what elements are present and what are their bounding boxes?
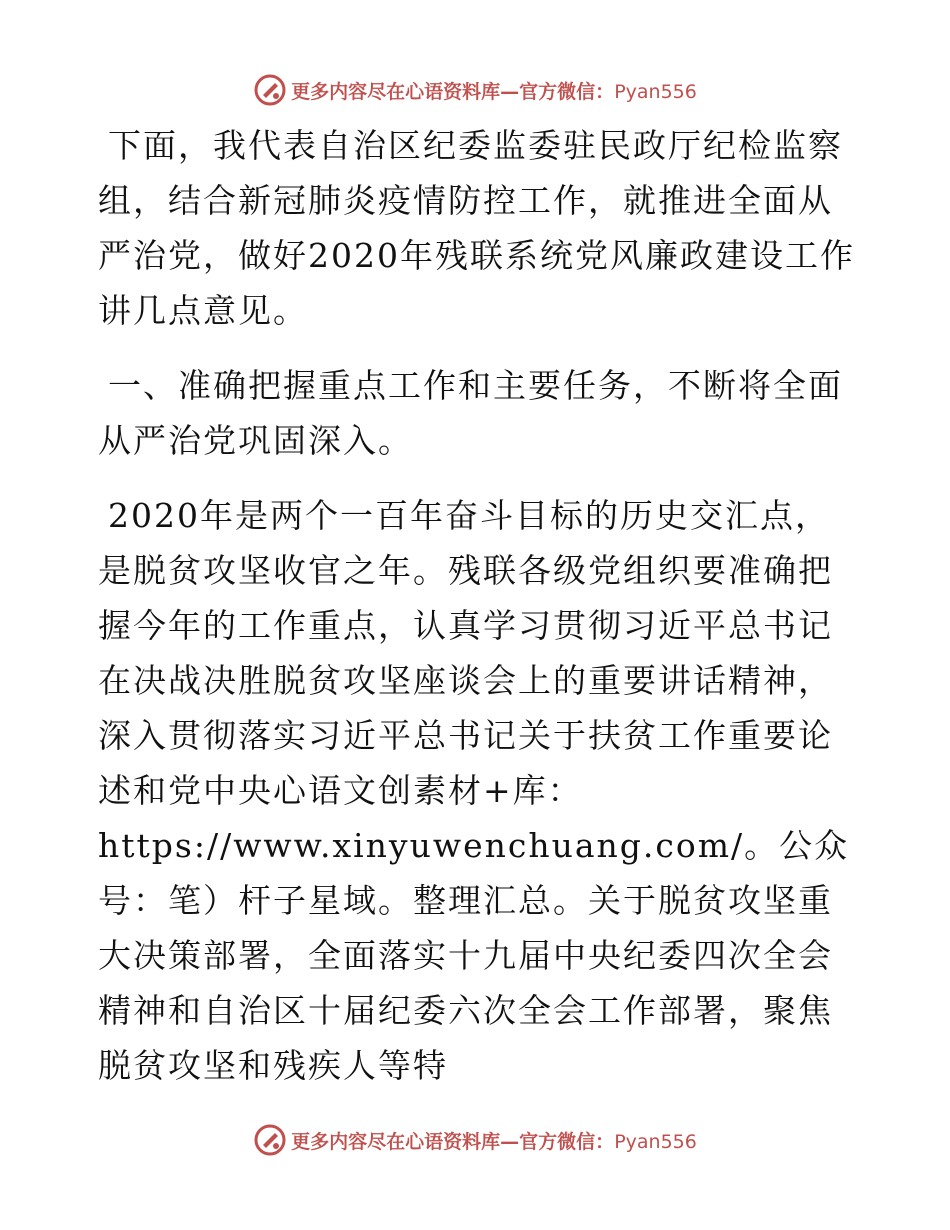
banner-text xyxy=(291,1127,697,1154)
banner-wechat-id: Pyan556 xyxy=(614,80,697,103)
paragraph-heading-one: 一、准确把握重点工作和主要任务，不断将全面从严治党巩固深入。 xyxy=(98,366,843,460)
banner-official-label: 官方微信： xyxy=(519,80,615,103)
paragraph-intro: 下面，我代表自治区纪委监委驻民政厅纪检监察组，结合新冠肺炎疫情防控工作，就推进全面从严治党，做好2020年残联系统党风廉政建设工作讲几点意见。 xyxy=(98,126,855,330)
banner-dash: — xyxy=(500,80,520,103)
brand-logo-icon xyxy=(253,1123,287,1157)
brand-logo-icon xyxy=(253,73,287,107)
footer-banner xyxy=(0,1120,950,1160)
document-body xyxy=(98,118,858,1093)
banner-library-text: 更多内容尽在心语资料库 xyxy=(291,1130,501,1153)
header-banner xyxy=(0,70,950,110)
banner-wechat-id: Pyan556 xyxy=(614,1130,697,1153)
banner-library-text: 更多内容尽在心语资料库 xyxy=(291,80,501,103)
banner-dash: — xyxy=(500,1130,520,1153)
banner-official-label: 官方微信： xyxy=(519,1130,615,1153)
paragraph-main: 2020年是两个一百年奋斗目标的历史交汇点，是脱贫攻坚收官之年。残联各级党组织要准确把握今年的工作重点，认真学习贯彻习近平总书记在决战决胜脱贫攻坚座谈会上的重要讲话精神，深入贯彻落实习近平总书记关于扶贫工作重要论述和党中央心语文创素材+库：https://www.xinyuwenchuang.com/。公众号：笔）杆子星域。整理汇总。关于脱贫攻坚重大决策部署，全面落实十九届中央纪委四次全会精神和自治区十届纪委六次全会工作部署，聚焦脱贫攻坚和残疾人等特 xyxy=(98,496,850,1085)
banner-text xyxy=(291,77,697,104)
